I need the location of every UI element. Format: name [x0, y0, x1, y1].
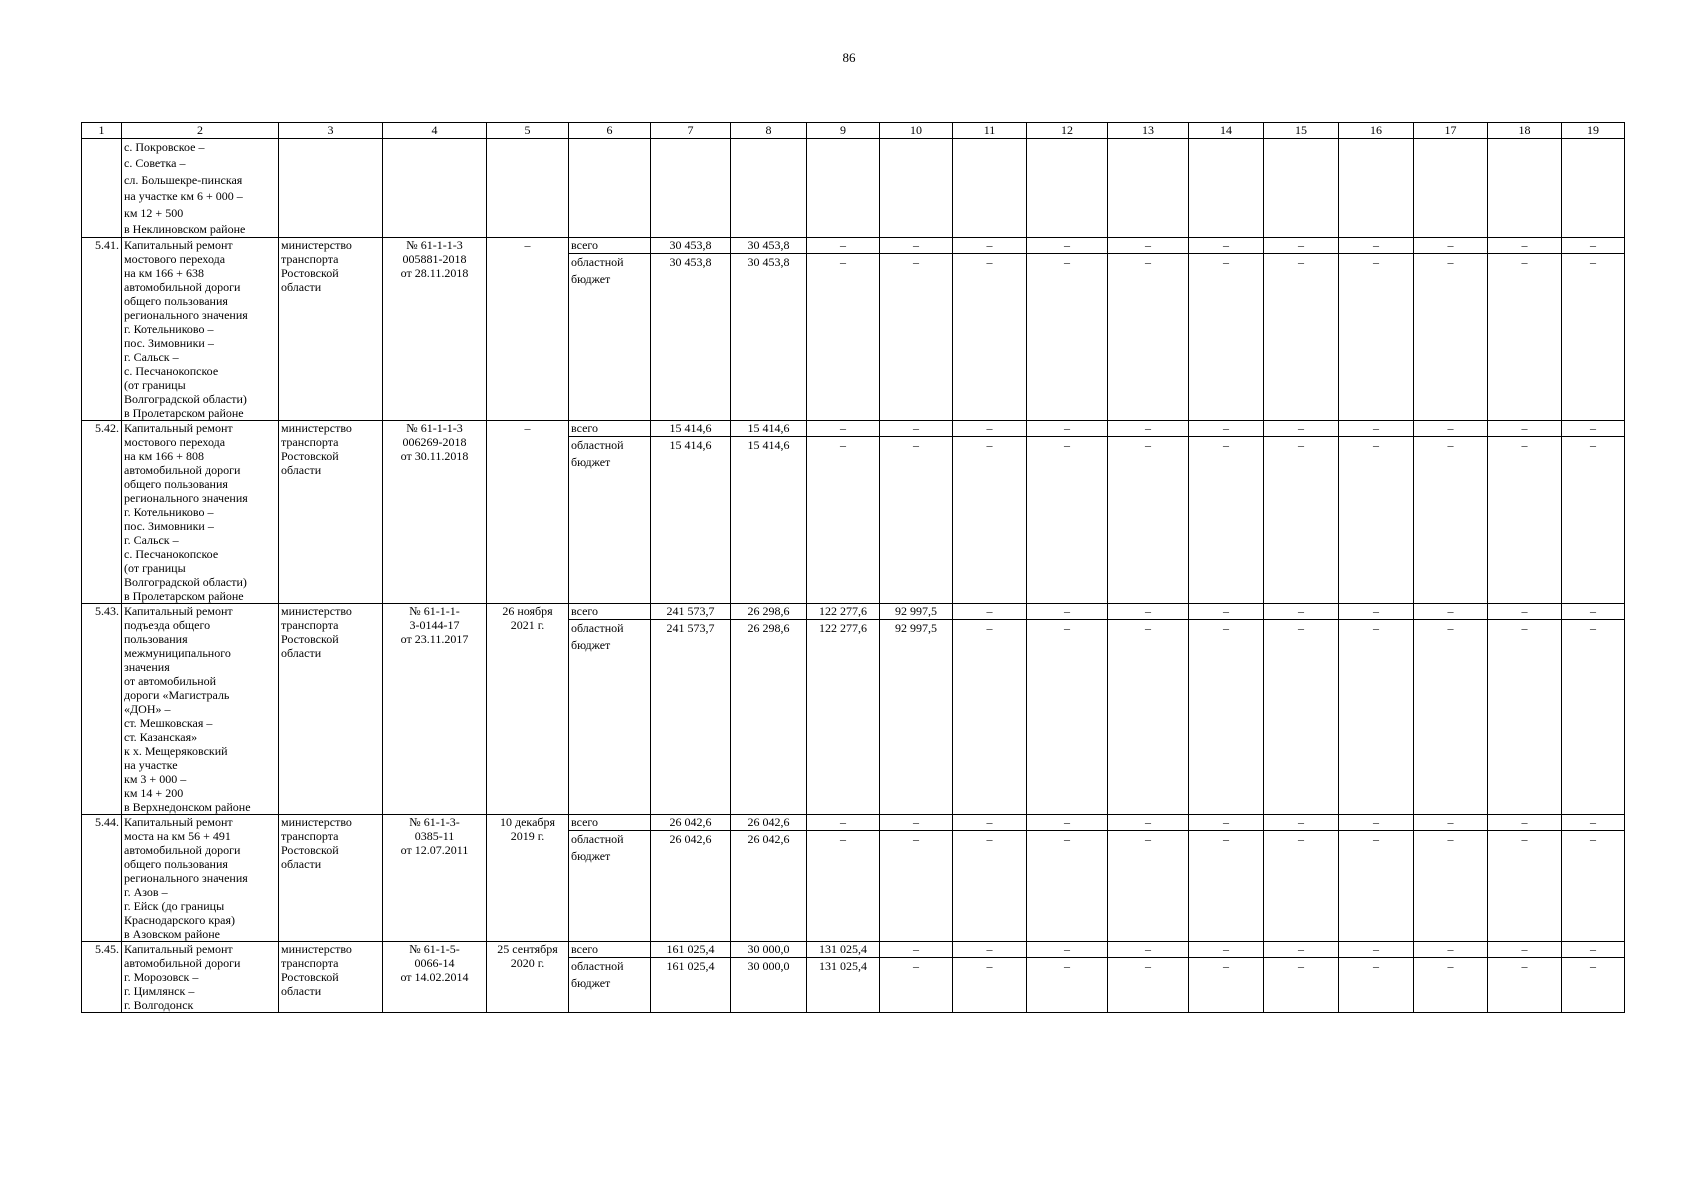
amount-cell: – — [880, 437, 953, 604]
amount-cell: – — [1264, 604, 1339, 620]
financing-table — [81, 122, 1625, 1013]
cell-index — [82, 139, 122, 238]
page-number: 86 — [842, 50, 856, 65]
completion-date: 10 декабря 2019 г. — [487, 815, 569, 942]
amount-cell: – — [1339, 421, 1414, 437]
cell-empty — [1339, 139, 1414, 238]
funding-source: всего — [569, 421, 651, 437]
funding-source: всего — [569, 942, 651, 958]
amount-cell: 131 025,4 — [807, 958, 880, 1013]
amount-cell: – — [880, 815, 953, 831]
amount-cell: – — [1414, 815, 1488, 831]
amount-cell: – — [1339, 958, 1414, 1013]
object-index: 5.41. — [82, 238, 122, 421]
amount-cell: – — [1264, 254, 1339, 421]
amount-cell: 122 277,6 — [807, 620, 880, 815]
amount-cell: – — [1027, 604, 1108, 620]
amount-cell: – — [1414, 831, 1488, 942]
amount-cell: – — [953, 620, 1027, 815]
amount-cell: – — [1108, 437, 1189, 604]
funding-source: всего — [569, 815, 651, 831]
amount-cell: – — [953, 254, 1027, 421]
amount-cell: 26 042,6 — [651, 815, 731, 831]
amount-cell: – — [1108, 620, 1189, 815]
amount-cell: – — [1488, 254, 1562, 421]
amount-cell: – — [1027, 815, 1108, 831]
amount-cell: – — [1562, 437, 1625, 604]
amount-cell: – — [1108, 421, 1189, 437]
amount-cell: – — [1108, 604, 1189, 620]
amount-cell: – — [807, 421, 880, 437]
funding-source: областной бюджет — [569, 254, 651, 421]
object-name: Капитальный ремонт мостового перехода на км 166 + 638 автомобильной дороги общего пользования регионального значения г. Котельниково – пос. Зимовники – г. Сальск – с. Песчанокопское (от границы Волгоградской области) в Пролетарском районе — [122, 238, 279, 421]
amount-cell: – — [1339, 815, 1414, 831]
responsible-organization: министерство транспорта Ростовской области — [279, 604, 383, 815]
column-number-header: 10 — [880, 123, 953, 139]
object-row-total — [82, 421, 1625, 437]
amount-cell: 15 414,6 — [651, 437, 731, 604]
funding-source: областной бюджет — [569, 831, 651, 942]
amount-cell: – — [953, 604, 1027, 620]
column-number-header: 5 — [487, 123, 569, 139]
amount-cell: – — [1264, 620, 1339, 815]
column-number-header: 16 — [1339, 123, 1414, 139]
cell-empty — [1108, 139, 1189, 238]
amount-cell: 241 573,7 — [651, 604, 731, 620]
amount-cell: – — [1264, 437, 1339, 604]
amount-cell: – — [807, 254, 880, 421]
responsible-organization: министерство транспорта Ростовской области — [279, 815, 383, 942]
amount-cell: – — [1488, 815, 1562, 831]
amount-cell: – — [880, 958, 953, 1013]
amount-cell: – — [1189, 620, 1264, 815]
amount-cell: – — [1414, 421, 1488, 437]
expertise-document: № 61-1-1-3 006269-2018 от 30.11.2018 — [383, 421, 487, 604]
cell-empty — [487, 139, 569, 238]
amount-cell: – — [1562, 604, 1625, 620]
amount-cell: – — [1414, 238, 1488, 254]
amount-cell: – — [953, 831, 1027, 942]
amount-cell: – — [1488, 958, 1562, 1013]
object-index: 5.43. — [82, 604, 122, 815]
amount-cell: – — [1488, 620, 1562, 815]
funding-source: всего — [569, 238, 651, 254]
amount-cell: – — [1027, 958, 1108, 1013]
amount-cell: 30 000,0 — [731, 958, 807, 1013]
object-index: 5.45. — [82, 942, 122, 1013]
cell-empty — [1414, 139, 1488, 238]
amount-cell: – — [1108, 254, 1189, 421]
amount-cell: 15 414,6 — [651, 421, 731, 437]
amount-cell: – — [1414, 942, 1488, 958]
funding-source: всего — [569, 604, 651, 620]
amount-cell: – — [1339, 831, 1414, 942]
amount-cell: – — [1562, 815, 1625, 831]
cell-empty — [651, 139, 731, 238]
object-name: Капитальный ремонт автомобильной дороги г. Морозовск – г. Цимлянск – г. Волгодонск — [122, 942, 279, 1013]
amount-cell: 30 453,8 — [731, 254, 807, 421]
amount-cell: – — [1108, 942, 1189, 958]
completion-date: 26 ноября 2021 г. — [487, 604, 569, 815]
column-number-header: 15 — [1264, 123, 1339, 139]
column-number-header: 17 — [1414, 123, 1488, 139]
amount-cell: – — [1414, 620, 1488, 815]
amount-cell: – — [1414, 604, 1488, 620]
amount-cell: – — [1264, 958, 1339, 1013]
amount-cell: – — [1414, 958, 1488, 1013]
cell-empty — [807, 139, 880, 238]
amount-cell: – — [1264, 238, 1339, 254]
amount-cell: 30 000,0 — [731, 942, 807, 958]
cell-empty — [569, 139, 651, 238]
amount-cell: – — [1189, 238, 1264, 254]
cell-empty — [1488, 139, 1562, 238]
amount-cell: – — [1027, 831, 1108, 942]
amount-cell: – — [1027, 421, 1108, 437]
amount-cell: – — [1562, 421, 1625, 437]
amount-cell: – — [1108, 815, 1189, 831]
object-row-total — [82, 238, 1625, 254]
amount-cell: – — [1562, 254, 1625, 421]
amount-cell: 161 025,4 — [651, 958, 731, 1013]
amount-cell: – — [807, 815, 880, 831]
amount-cell: – — [1108, 238, 1189, 254]
amount-cell: – — [953, 437, 1027, 604]
cell-empty — [1189, 139, 1264, 238]
amount-cell: 15 414,6 — [731, 437, 807, 604]
amount-cell: – — [1488, 604, 1562, 620]
amount-cell: 30 453,8 — [651, 238, 731, 254]
amount-cell: – — [1488, 437, 1562, 604]
amount-cell: – — [1562, 831, 1625, 942]
cell-empty — [1027, 139, 1108, 238]
amount-cell: – — [1488, 421, 1562, 437]
amount-cell: – — [880, 254, 953, 421]
amount-cell: 30 453,8 — [651, 254, 731, 421]
object-row-total — [82, 815, 1625, 831]
object-name: Капитальный ремонт моста на км 56 + 491 автомобильной дороги общего пользования регионального значения г. Азов – г. Ейск (до границы Краснодарского края) в Азовском районе — [122, 815, 279, 942]
table-body — [82, 139, 1625, 1013]
column-number-header: 6 — [569, 123, 651, 139]
column-number-header: 11 — [953, 123, 1027, 139]
amount-cell: – — [1339, 942, 1414, 958]
amount-cell: – — [880, 238, 953, 254]
amount-cell: – — [1562, 958, 1625, 1013]
amount-cell: – — [807, 437, 880, 604]
completion-date: – — [487, 238, 569, 421]
amount-cell: – — [880, 942, 953, 958]
amount-cell: – — [953, 958, 1027, 1013]
column-number-row — [82, 123, 1625, 139]
amount-cell: – — [1339, 437, 1414, 604]
object-index: 5.44. — [82, 815, 122, 942]
amount-cell: – — [953, 942, 1027, 958]
amount-cell: – — [1264, 942, 1339, 958]
object-name: Капитальный ремонт мостового перехода на км 166 + 808 автомобильной дороги общего пользования регионального значения г. Котельниково – пос. Зимовники – г. Сальск – с. Песчанокопское (от границы Волгоградской области) в Пролетарском районе — [122, 421, 279, 604]
amount-cell: 30 453,8 — [731, 238, 807, 254]
cell-empty — [279, 139, 383, 238]
column-number-header: 2 — [122, 123, 279, 139]
column-number-header: 8 — [731, 123, 807, 139]
object-name: Капитальный ремонт подъезда общего пользования межмуниципального значения от автомобильной дороги «Магистраль «ДОН» – ст. Мешковская – ст. Казанская» к х. Мещеряковский на участке км 3 + 000 – км 14 + 200 в Верхнедонском районе — [122, 604, 279, 815]
amount-cell: – — [1339, 254, 1414, 421]
amount-cell: – — [953, 815, 1027, 831]
expertise-document: № 61-1-3- 0385-11 от 12.07.2011 — [383, 815, 487, 942]
amount-cell: – — [1027, 254, 1108, 421]
completion-date: – — [487, 421, 569, 604]
object-row-total — [82, 942, 1625, 958]
object-row-total — [82, 604, 1625, 620]
amount-cell: – — [807, 238, 880, 254]
column-number-header: 13 — [1108, 123, 1189, 139]
amount-cell: – — [1189, 831, 1264, 942]
funding-source: областной бюджет — [569, 958, 651, 1013]
funding-source: областной бюджет — [569, 437, 651, 604]
responsible-organization: министерство транспорта Ростовской области — [279, 238, 383, 421]
amount-cell: – — [1189, 958, 1264, 1013]
column-number-header: 1 — [82, 123, 122, 139]
amount-cell: – — [1562, 238, 1625, 254]
amount-cell: – — [953, 421, 1027, 437]
amount-cell: 241 573,7 — [651, 620, 731, 815]
object-index: 5.42. — [82, 421, 122, 604]
cell-empty — [1562, 139, 1625, 238]
column-number-header: 9 — [807, 123, 880, 139]
column-number-header: 3 — [279, 123, 383, 139]
amount-cell: – — [1488, 238, 1562, 254]
amount-cell: 92 997,5 — [880, 604, 953, 620]
amount-cell: – — [1189, 254, 1264, 421]
amount-cell: – — [880, 831, 953, 942]
cell-empty — [880, 139, 953, 238]
amount-cell: – — [1414, 254, 1488, 421]
amount-cell: – — [1339, 620, 1414, 815]
responsible-organization: министерство транспорта Ростовской области — [279, 421, 383, 604]
amount-cell: – — [1189, 942, 1264, 958]
object-name-continuation: с. Покровское – с. Советка – сл. Большекре-пинская на участке км 6 + 000 – км 12 + 500 в Неклиновском районе — [122, 139, 279, 238]
amount-cell: 26 042,6 — [731, 831, 807, 942]
cell-empty — [383, 139, 487, 238]
amount-cell: 161 025,4 — [651, 942, 731, 958]
amount-cell: 131 025,4 — [807, 942, 880, 958]
cell-empty — [731, 139, 807, 238]
amount-cell: 26 298,6 — [731, 620, 807, 815]
completion-date: 25 сентября 2020 г. — [487, 942, 569, 1013]
expertise-document: № 61-1-1- 3-0144-17 от 23.11.2017 — [383, 604, 487, 815]
amount-cell: – — [1488, 831, 1562, 942]
amount-cell: 26 042,6 — [731, 815, 807, 831]
responsible-organization: министерство транспорта Ростовской области — [279, 942, 383, 1013]
amount-cell: – — [953, 238, 1027, 254]
amount-cell: – — [1027, 942, 1108, 958]
column-number-header: 14 — [1189, 123, 1264, 139]
expertise-document: № 61-1-1-3 005881-2018 от 28.11.2018 — [383, 238, 487, 421]
expertise-document: № 61-1-5- 0066-14 от 14.02.2014 — [383, 942, 487, 1013]
amount-cell: – — [1264, 831, 1339, 942]
column-number-header: 19 — [1562, 123, 1625, 139]
amount-cell: 26 042,6 — [651, 831, 731, 942]
amount-cell: 15 414,6 — [731, 421, 807, 437]
column-number-header: 7 — [651, 123, 731, 139]
cell-empty — [1264, 139, 1339, 238]
amount-cell: – — [1189, 437, 1264, 604]
amount-cell: – — [1339, 238, 1414, 254]
amount-cell: – — [1488, 942, 1562, 958]
amount-cell: – — [1027, 238, 1108, 254]
funding-source: областной бюджет — [569, 620, 651, 815]
amount-cell: 26 298,6 — [731, 604, 807, 620]
column-number-header: 12 — [1027, 123, 1108, 139]
continuation-row — [82, 139, 1625, 238]
amount-cell: – — [1414, 437, 1488, 604]
amount-cell: – — [1339, 604, 1414, 620]
amount-cell: – — [1108, 831, 1189, 942]
amount-cell: 92 997,5 — [880, 620, 953, 815]
amount-cell: – — [807, 831, 880, 942]
amount-cell: – — [880, 421, 953, 437]
amount-cell: – — [1027, 620, 1108, 815]
amount-cell: – — [1264, 421, 1339, 437]
amount-cell: – — [1562, 942, 1625, 958]
column-number-header: 18 — [1488, 123, 1562, 139]
amount-cell: – — [1562, 620, 1625, 815]
amount-cell: – — [1189, 815, 1264, 831]
column-number-header: 4 — [383, 123, 487, 139]
amount-cell: 122 277,6 — [807, 604, 880, 620]
amount-cell: – — [1108, 958, 1189, 1013]
amount-cell: – — [1189, 604, 1264, 620]
amount-cell: – — [1027, 437, 1108, 604]
amount-cell: – — [1264, 815, 1339, 831]
amount-cell: – — [1189, 421, 1264, 437]
cell-empty — [953, 139, 1027, 238]
